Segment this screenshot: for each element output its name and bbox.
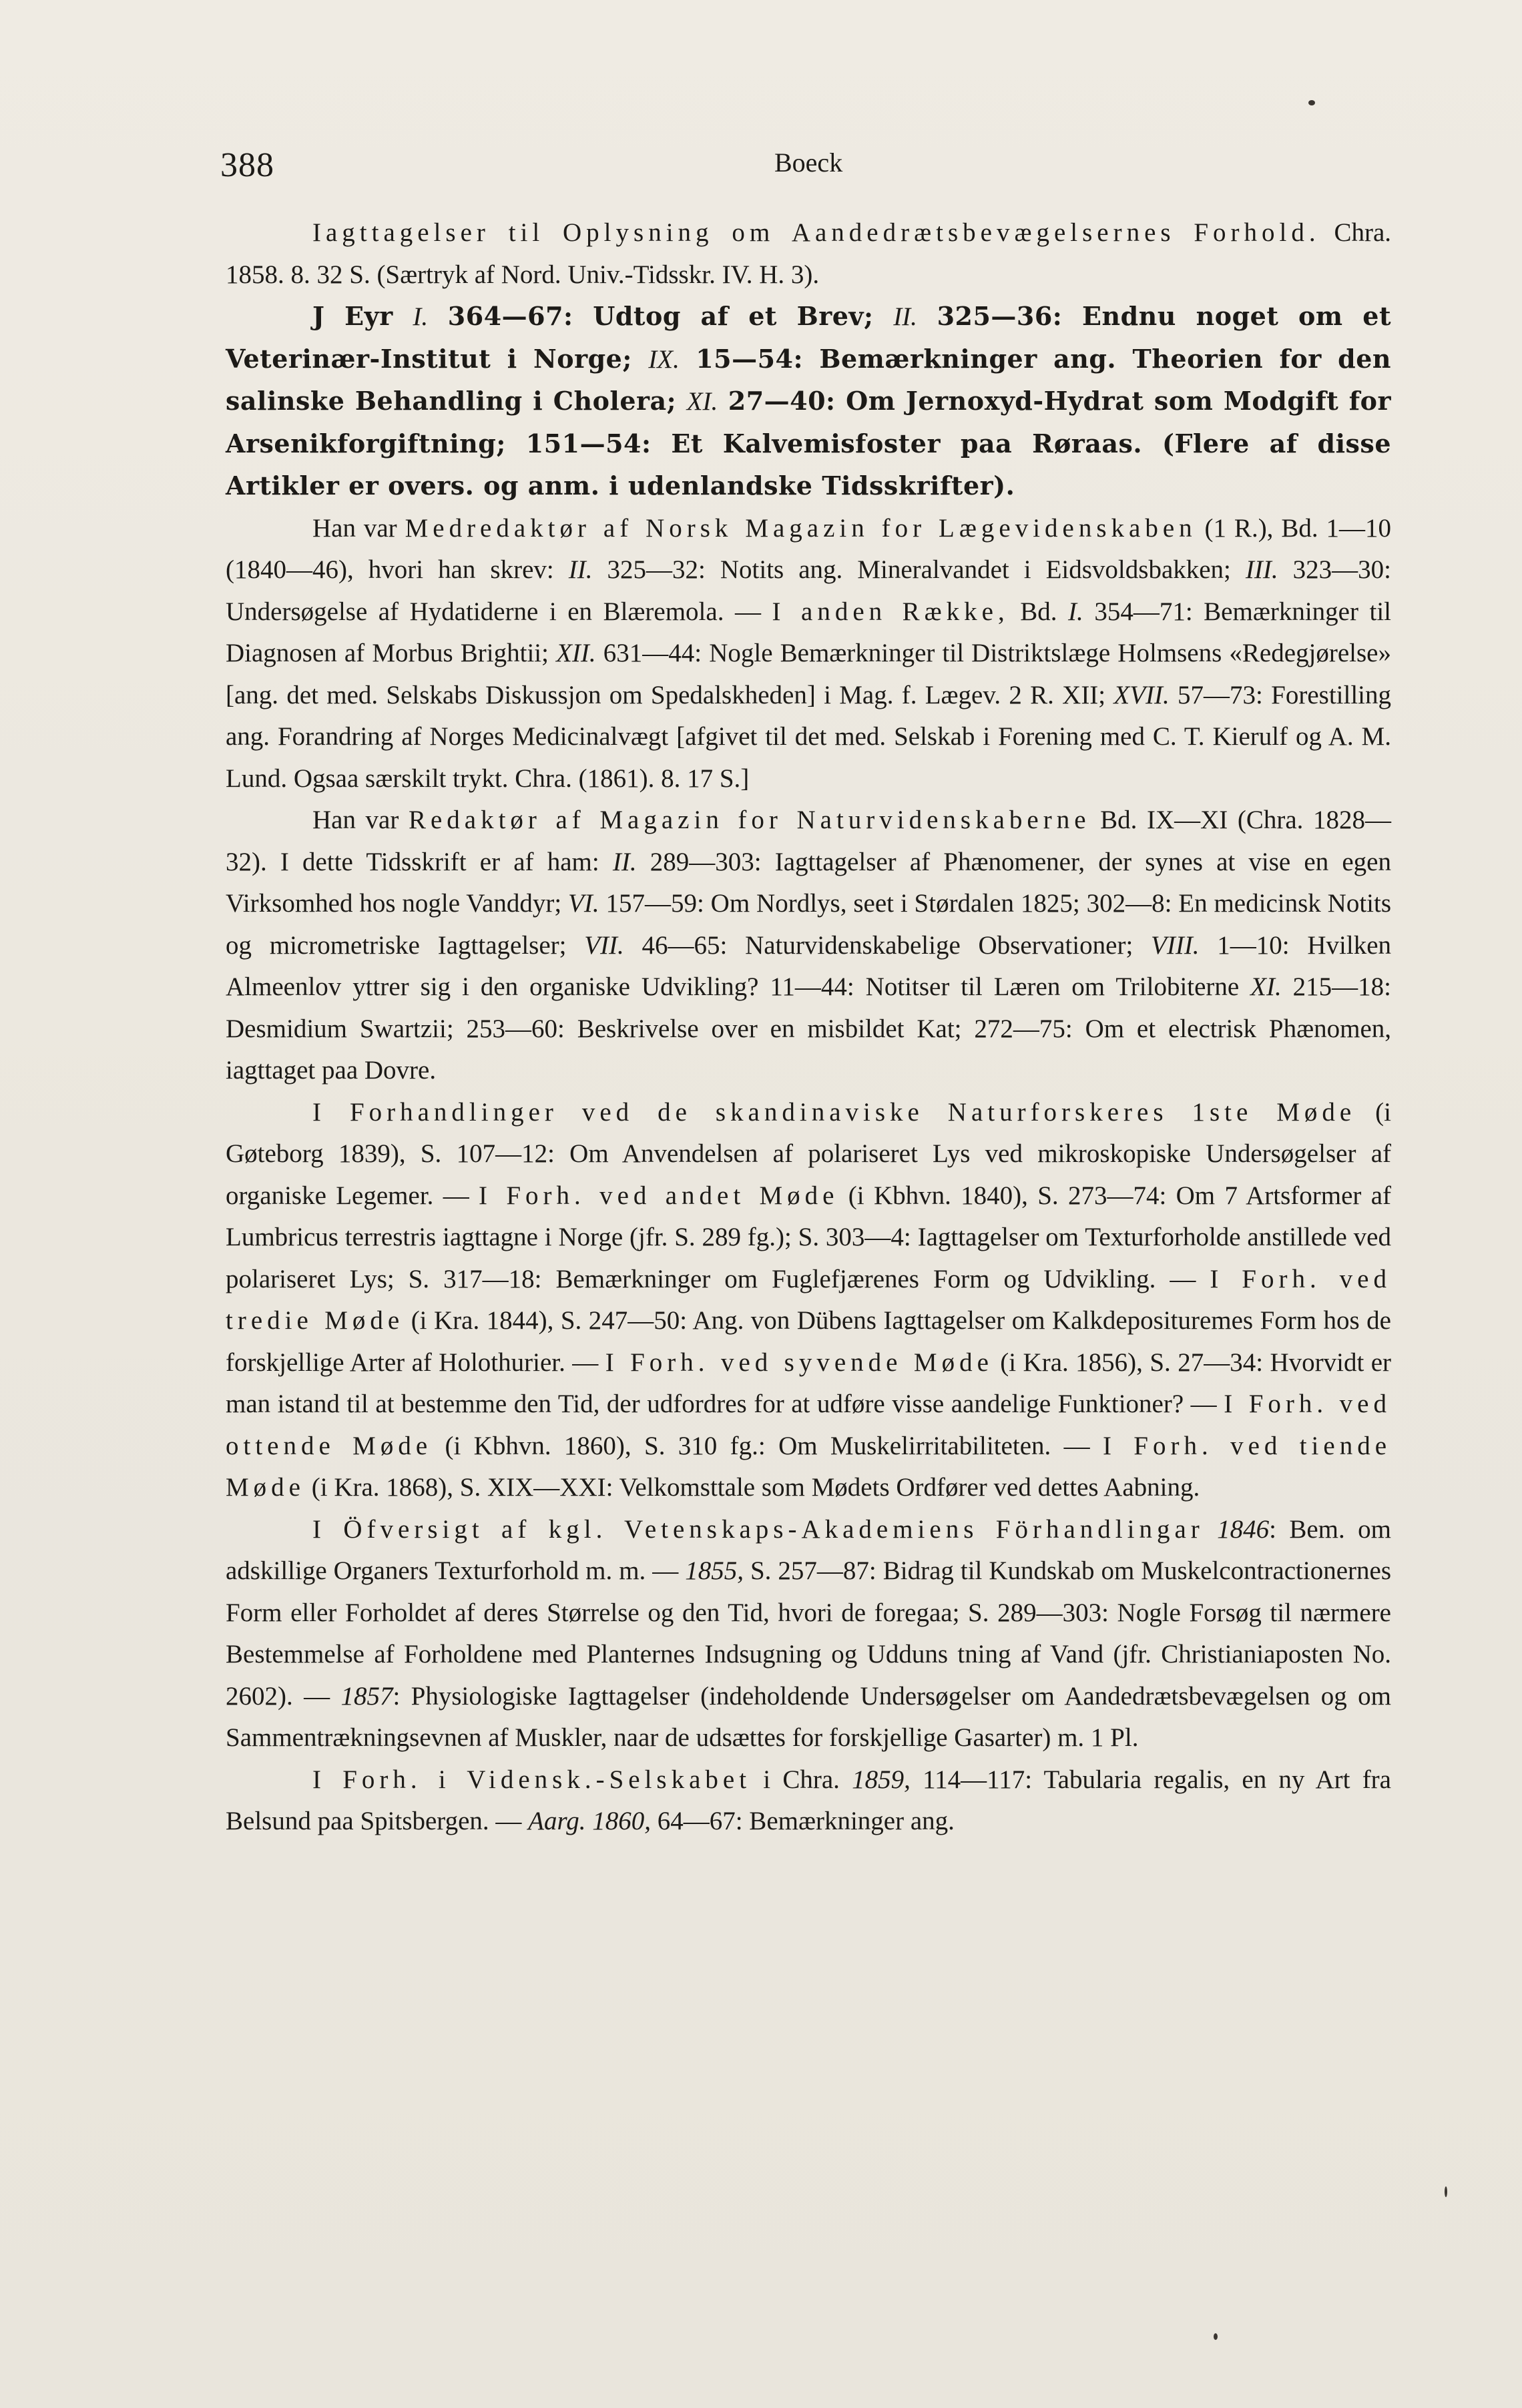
body-text — [226, 212, 1391, 1843]
text-run: 114—117: Tabularia regalis, en ny Art fra Belsund paa Spitsbergen. — — [226, 1765, 1391, 1835]
text-run: : Physiologiske Iagttagelser (indeholdende Undersøgelser om Aandedrætsbevægelsen og om Sammentrækningsevnen af Muskler, naar de udsættes for forskjellige Gasarter) m. 1 Pl. — [226, 1681, 1391, 1752]
text-run: IX. — [648, 344, 680, 374]
paragraph — [226, 212, 1391, 296]
running-head: Boeck — [774, 147, 843, 178]
print-speck — [1308, 100, 1315, 105]
text-run: (i Gøteborg 1839), S. 107—12: Om Anvendelsen af polariseret Lys ved mikroskopiske Undersøgelser af organiske Legemer. — — [226, 1097, 1392, 1210]
text-run: I Forh. i Vidensk.-Selskabet — [312, 1765, 752, 1794]
text-run: I Forh. ved tiende Møde — [226, 1431, 1392, 1502]
paragraph — [226, 296, 1391, 508]
text-run: Han var — [312, 806, 409, 834]
text-run: 1859, — [852, 1765, 911, 1794]
text-run: XII. — [556, 639, 596, 667]
text-run: 325—32: Notits ang. Mineralvandet i Eidsvoldsbakken; — [592, 555, 1246, 584]
print-speck — [1214, 2333, 1218, 2340]
text-run: 1846 — [1217, 1514, 1270, 1544]
text-run: 215—18: Desmidium Swartzii; 253—60: Beskrivelse over en misbildet Kat; 272—75: Om et electrisk Phænomen, iagttaget paa Dovre. — [226, 972, 1391, 1085]
text-run: J Eyr — [312, 301, 413, 331]
text-run: VIII. — [1151, 930, 1200, 960]
text-run: 46—65: Naturvidenskabelige Observationer; — [623, 930, 1152, 960]
text-run: VII. — [584, 930, 624, 960]
paragraph — [226, 800, 1391, 1092]
text-run: 1857 — [340, 1681, 393, 1711]
text-run: XVII. — [1113, 680, 1170, 709]
text-run: (i Kbhvn. 1840), S. 273—74: Om 7 Artsformer af Lumbricus terrestris iagttagne i Norge (jfr. S. 289 fg.); S. 303—4: Iagttagelser om Texturforholde anstillede ved polariseret Lys; S. 317—18: Bemærkninger om Fuglefjærenes Form og Udvikling. — — [226, 1181, 1391, 1293]
text-run: Medredaktør af Norsk Magazin for Lægevidenskaben — [405, 513, 1197, 543]
text-run: Chra. 1858. 8. 32 S. (Særtryk af Nord. Univ.-Tidsskr. IV. H. 3). — [226, 218, 1392, 289]
text-run — [1204, 1515, 1217, 1544]
paragraph — [226, 1509, 1391, 1759]
text-run: i Chra. — [751, 1765, 852, 1794]
text-run: I Forh. ved tredie Møde — [226, 1264, 1391, 1335]
text-run: 64—67: Bemærkninger ang. — [650, 1807, 955, 1835]
text-run: I Forh. ved syvende Møde — [605, 1347, 993, 1377]
text-run: (1 R.), Bd. 1—10 (1840—46), hvori han skrev: — [226, 513, 1391, 584]
text-run: II. — [893, 302, 917, 331]
paragraph — [226, 508, 1391, 800]
text-run: II. — [612, 847, 637, 876]
page-number: 388 — [220, 146, 274, 184]
text-run: 57—73: Forestilling ang. Forandring af Norges Medicinalvægt [afgivet til det med. Selskab i Forening med C. T. Kierulf og A. M. Lund. Ogsaa særskilt trykt. Chra. (1861). 8. 17 S.] — [226, 680, 1391, 793]
text-run: (i Kra. 1868), S. XIX—XXI: Velkomsttale som Mødets Ordfører ved dettes Aabning. — [305, 1473, 1200, 1502]
text-run: Bd. — [1009, 597, 1069, 626]
text-run: Han var — [312, 513, 405, 543]
print-speck — [1445, 2186, 1447, 2197]
text-run: 27—40: Om Jernoxyd-Hydrat som Modgift for Arsenikforgiftning; 151—54: Et Kalvemisfoster paa Røraas. (Flere af disse Artikler er overs. og anm. i udenlandske Tidsskrifter). — [226, 386, 1391, 501]
text-run: Bd. IX—XI (Chra. 1828—32). I dette Tidsskrift er af ham: — [226, 806, 1391, 876]
text-run: (i Kbhvn. 1860), S. 310 fg.: Om Muskelirritabiliteten. — — [432, 1431, 1103, 1460]
text-run: I Forh. ved andet Møde — [479, 1181, 839, 1210]
text-run: 15—54: Bemærkninger ang. Theorien for den salinske Behandling i Cholera; — [226, 343, 1391, 416]
text-run: I Öfversigt af kgl. Vetenskaps-Akademiens Förhandlingar — [312, 1514, 1204, 1544]
text-run: 289—303: Iagttagelser af Phænomener, der synes at vise en egen Virksomhed hos nogle Vanddyr; — [226, 847, 1391, 918]
text-run: 323—30: Undersøgelse af Hydatiderne i en Blæremola. — — [226, 555, 1391, 626]
text-run: (i Kra. 1856), S. 27—34: Hvorvidt er man istand til at bestemme den Tid, der udfordres for at udføre visse aandelige Funktioner? — — [226, 1347, 1391, 1418]
paragraph — [226, 1759, 1391, 1843]
text-run: 325—36: Endnu noget om et Veterinær-Institut i Norge; — [226, 301, 1391, 374]
text-run: Aarg. 1860, — [528, 1807, 651, 1835]
text-run: III. — [1245, 555, 1278, 584]
text-run: 354—71: Bemærkninger til Diagnosen af Morbus Brightii; — [226, 597, 1391, 667]
text-run: 157—59: Om Nordlys, seet i Størdalen 1825; 302—8: En medicinsk Notits og micrometriske Iagttagelser; — [226, 889, 1391, 960]
text-run: I anden Række, — [772, 597, 1009, 626]
text-run: I. — [413, 302, 429, 331]
text-run: XI. — [1250, 972, 1282, 1001]
text-run: : Bem. om adskillige Organers Texturforhold m. m. — — [226, 1514, 1391, 1585]
text-run: I Forh. ved ottende Møde — [226, 1390, 1391, 1460]
paragraph — [226, 1092, 1391, 1509]
text-run: I. — [1068, 597, 1083, 626]
text-run: Iagttagelser til Oplysning om Aandedrætsbevægelsernes Forhold. — [312, 218, 1320, 247]
text-run: I Forhandlinger ved de skandinaviske Naturforskeres 1ste Møde — [312, 1097, 1356, 1127]
text-run: 631—44: Nogle Bemærkninger til Distriktslæge Holmsens «Redegjørelse» [ang. det med. Selskabs Diskussjon om Spedalskheden] i Mag. f. Lægev. 2 R. XII; — [226, 639, 1391, 709]
text-run: 1855, — [685, 1556, 744, 1585]
text-run: II. — [568, 555, 593, 584]
text-run: VI. — [568, 889, 599, 918]
text-run: S. 257—87: Bidrag til Kundskab om Muskelcontractionernes Form eller Forholdet af deres Størrelse og den Tid, hvori de foregaa; S. 289—303: Nogle Forsøg til nærmere Bestemmelse af Forholdene med Planternes Indsugning og Udduns tning af Vand (jfr. Christianiaposten No. 2602). — — [226, 1556, 1391, 1711]
text-run: XI. — [686, 387, 718, 416]
text-run: 364—67: Udtog af et Brev; — [428, 301, 894, 331]
text-run: 1—10: Hvilken Almeenlov yttrer sig i den organiske Udvikling? 11—44: Notitser til Læren om Trilobiterne — [226, 930, 1392, 1001]
text-run: (i Kra. 1844), S. 247—50: Ang. von Dübens Iagttagelser om Kalkdeposituremes Form hos de forskjellige Arter af Holothurier. — — [226, 1306, 1391, 1377]
text-run: Redaktør af Magazin for Naturvidenskaberne — [408, 806, 1091, 834]
